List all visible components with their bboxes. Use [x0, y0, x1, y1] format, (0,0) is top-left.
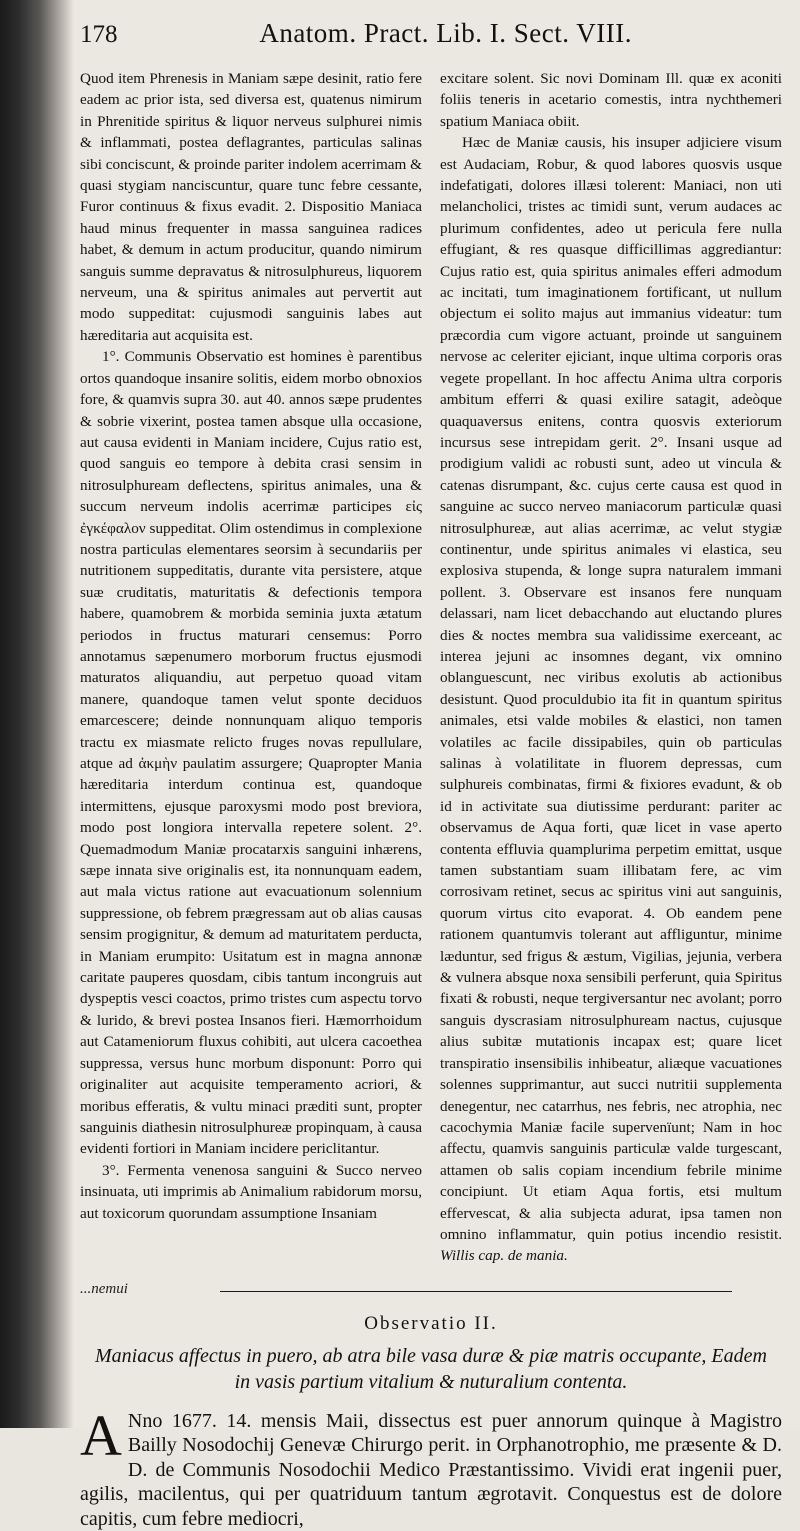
observation-heading: Observatio II. — [364, 1312, 498, 1334]
right-column — [440, 68, 782, 1267]
drop-cap: A — [80, 1402, 122, 1468]
observation-body — [80, 1402, 782, 1531]
paragraph-text: Hæc de Maniæ causis, his insuper adjiciere visum est Audaciam, Robur, & quod labores quosvis usque indefatigati, dolores illæsi tolerent: Maniaci, non uti melancholici, tristes ac timidi sunt, verum audaces ac plurimum confidentes, adeo ut pericula fere nulla effugiant, & res quasque difficillimas aggrediantur: Cujus ratio est, quia spiritus animales efferi admodum ac incitati, tum imaginationem fortificant, ut nullum objectum ei solito majus aut immanius videatur: tum præcordia cum vigore actuant, proinde ut sanguinem nervose ac celeriter ejiciant, inque ultima corporis oras vegete propellant. In hoc affectu Anima ultra corporis ambitum efferri & quasi exilire satagit, adeòque quaquaversus enitens, contra quosvis exteriorum incursus sese intrepidam gerit. 2°. Insani usque ad prodigium validi ac robusti sunt, adeo ut vincula & catenas disrumpant, &c. cujus certe causa est quod in sanguine ac succo nerveo maniacorum particulæ quasi nitrosulphureæ, aut alias acerrimæ, ac velut stygiæ continentur, unde spiritus animales vi elastica, seu explosiva stupenda, & longe supra naturalem immani pollent. 3. Observare est insanos fere nunquam delassari, nam licet debacchando aut eluctando plures dies & noctes membra sua validissime exerceant, ac interea jejuni ac insomnes degant, vix omnino oblanguescunt, nec viribus exolutis ab actionibus desistunt. Quod proculdubio ita fit in quantum spiritus animales, etsi valde mobiles & elastici, non tamen volatiles ac facile dissipabiles, quin ob particulas salinas à volatilitate in fluorem depressas, cum sulphureis combinatas, firmi & fixiores evadunt, & ob id in activitate sua diutissime perdurant: pariter ac observamus de Aqua forti, quæ licet in vase aperto contenta effluvia quamplurima perpetim emittat, usque tamen substantiam suam illibatam fere, ac vim corrosivam retinet, secus ac spiritus vini aut sanguinis, quorum virtus cito evaporat. 4. Ob eandem pene rationem quantumvis tolerant aut affliguntur, minime læduntur, sed frigus & æstum, Vigilias, jejunia, verbera & vulnera absque noxa sensibili perferunt, quia Spiritus fixati & robusti, neque tergiversantur nec avolant; porro sanguis dyscrasiam nitrosulphuream nactus, cujusque alius subitæ mutationis incapax est; quare licet transpiratio insensibilis inhibeatur, aliæque vacuationes solennes supprimantur, aut succi nutritii supplementa denegentur, nec catarrhus, nes febris, nec atrophia, nec cacochymia Maniæ facile supervenïunt; Nam in hoc affectu, quamvis sanguinis particulæ valde turgescant, attamen ob salis copiam incendium febrile minime concipiunt. Ut etiam Aqua fortis, etsi multum effervescat, & alia subjecta adurat, ipsa tamen non omnino inflammatur, quin potius incendio resistit. — [440, 134, 782, 1243]
paragraph: Quod item Phrenesis in Maniam sæpe desinit, ratio fere eadem ac prior ista, sed diversa est, quatenus nimirum in Phrenitide spiritus & liquor nerveus sulphurei nimis & inflammati, postea deflagrantes, particulas salinas sibi conciscunt, & proinde pariter indolem acerrimam & quasi stygiam nanciscuntur, quare tunc febre cessante, Furor continuus & fixus evadit. 2. Dispositio Maniaca haud minus frequenter in massa sanguinea radices habet, & demum in actum producitur, quando nimirum sanguis summe depravatus & nitrosulphureus, liquorem nerveum, una & spiritus animales aut pervertit aut modo suppeditat: cujusmodi sanguinis labes aut hæreditaria aut acquisita est. — [80, 70, 422, 344]
observation-body-text: Nno 1677. 14. mensis Maii, dissectus est puer annorum quinque à Magistro Bailly Nosodochij Genevæ Chirurgo perit. in Orphanotrophio, me præsente & D. D. de Communis Nosodochii Medico Præstantissimo. Vividi erat ingenii puer, agilis, macilentus, qui per quatriduum tantum ægrotavit. Conquestus est de dolore capitis, cum febre mediocri, — [80, 1409, 782, 1530]
section-rule — [80, 1281, 782, 1307]
paragraph: 1°. Communis Observatio est homines è parentibus ortos quandoque insanire solitis, eidem morbo obnoxios fore, & quamvis supra 30. aut 40. annos sæpe prudentes & sobrie vixerint, postea tamen absque ulla occasione, aut causa evidenti in Maniam incidere, Cujus ratio est, quod sanguis eo tempore à debita crasi sensim in nitrosulphuream deflectens, spiritus animales, una & succum nerveum indolis acerrimæ participes εἰς ἐγκέφαλον suppeditat. Olim ostendimus in complexione nostra particulas elementares seorsim à secundariis per nutritionem suppeditatis, durante vita persistere, atque suæ cruditatis, maturitatis & defectionis tempora habere, quamobrem & morbida seminia juxta ætatum periodos in fructus maturari censemus: Porro annotamus sæpenumero morborum fructus ejusmodi maturatos aliquandiu, aut perpetuo quoad vitam manere, quandoque tamen velut sponte deciduos emarcescere; deinde nonnunquam aliquo temporis tractu ex miasmate relicto fruges novas repullulare, atque ad ἀκμὴν paulatim assurgere; Quapropter Mania hæreditaria interdum continua est, quandoque intermittens, ejusque paroxysmi modo post breviora, modo post longiora intervalla repetere solent. 2°. Quemadmodum Maniæ procatarxis sanguini inhærens, sæpe innata sive originalis est, ita nonnunquam eadem, aut mala victus ratione aut evacuationum solennium suppressione, ob febrem prægressam aut ob alias causas sensim progignitur, & demum ad maturitatem perducta, in Maniam erumpito: Usitatum est in magna annonæ caritate pauperes quosdam, cibis tantum incongruis aut dyspeptis vesci coactos, primo tristes cum aspectu torvo & lurido, & brevi postea Insanos fieri. Hæmorrhoidum aut Catameniorum fluxus cohibiti, aut ulcera cacoethea suppressa, versus hunc morbum disponunt: Porro qui originaliter aut acquisite temperamento acriori, & moribus efferatis, & vultu minaci præditi sunt, propter sanguinis diathesin nitrosulphureæ propinquam, à causa evidenti fortiori in Maniam incidere periclitantur. — [80, 348, 422, 1158]
handwritten-margin-note: ...nemui — [80, 1280, 128, 1297]
running-head: Anatom. Pract. Lib. I. Sect. VIII. — [259, 18, 632, 48]
paragraph — [440, 132, 782, 1267]
paragraph: excitare solent. Sic novi Dominam Ill. quæ ex aconiti foliis teneris in acetario comestis, intra nychthemeri spatium Maniaca obiit. — [440, 70, 782, 130]
binding-gutter-shadow — [0, 0, 74, 1428]
two-column-body — [80, 68, 782, 1267]
left-column — [80, 68, 422, 1267]
paragraph: 3°. Fermenta venenosa sanguini & Succo nerveo insinuata, uti imprimis ab Animalium rabidorum morsu, aut toxicorum quorundam assumptione Insaniam — [80, 1161, 422, 1222]
page-number: 178 — [80, 21, 118, 48]
observation-subtitle: Maniacus affectus in puero, ab atra bile vasa duræ & piæ matris occupante, Eadem in vasis partium vitalium & nuturalium contenta. — [95, 1344, 767, 1393]
citation: Willis cap. de mania. — [440, 1247, 568, 1265]
page-header — [80, 18, 782, 68]
